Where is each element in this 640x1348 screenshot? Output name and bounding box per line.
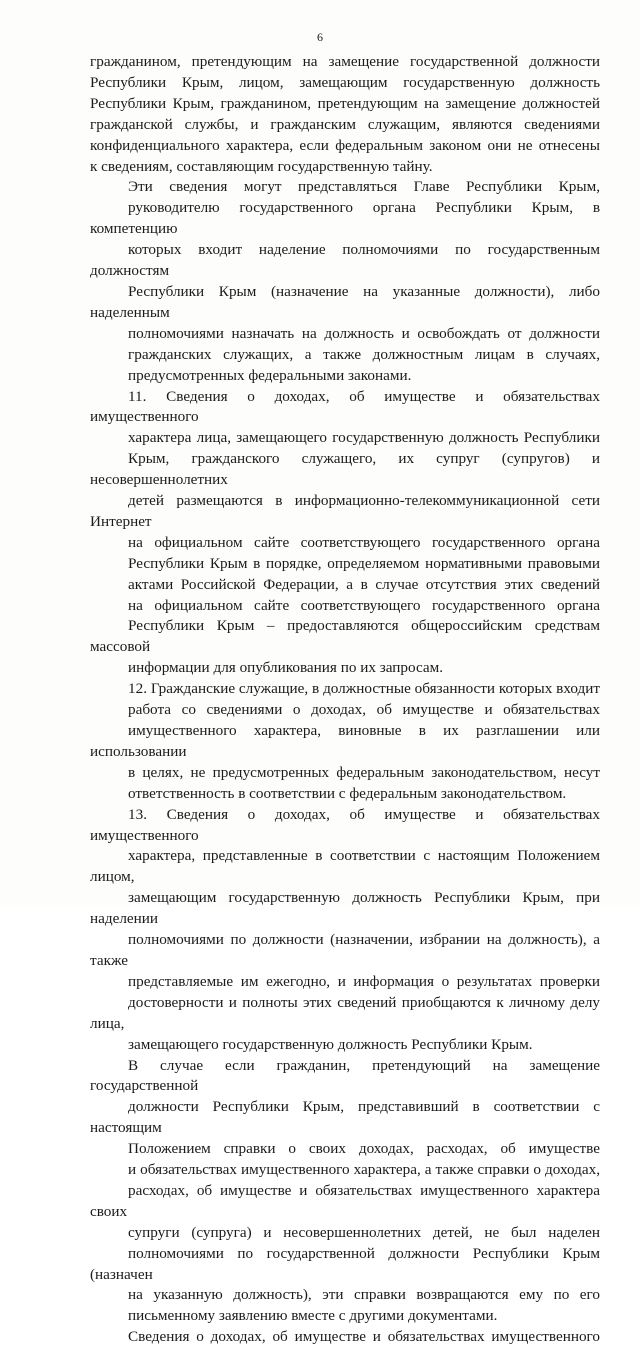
text-line: Республики Крым (назначение на указанные должности), либо наделенным	[90, 282, 600, 321]
text-line: Эти сведения могут представляться Главе Республики Крым,	[128, 178, 600, 196]
text-line: Республики Крым, гражданином, претендующим на замещение должностей	[90, 94, 600, 112]
text-line: полномочиями по должности (назначении, избрании на должность), а также	[90, 931, 600, 969]
paragraph-continuation	[90, 1327, 600, 1348]
text-line: 12. Гражданские служащие, в должностные обязанности которых входит	[128, 680, 600, 698]
text-line: конфиденциального характера, если федеральным законом они не отнесены	[90, 136, 600, 154]
text-line: достоверности и полноты этих сведений приобщаются к личному делу лица,	[90, 993, 600, 1032]
text-line: которых входит наделение полномочиями по государственным должностям	[90, 241, 600, 280]
text-line: работа со сведениями о доходах, об имуществе и обязательствах	[128, 701, 600, 719]
text-line: и обязательствах имущественного характера, а также справки о доходах,	[128, 1161, 600, 1179]
text-line: на указанную должность), эти справки возвращаются ему по его	[128, 1286, 600, 1304]
text-line: письменному заявлению вместе с другими документами.	[128, 1307, 498, 1325]
text-line: 13. Сведения о доходах, об имуществе и обязательствах имущественного	[90, 805, 600, 844]
text-line: на официальном сайте соответствующего государственного органа	[128, 533, 600, 551]
text-line: Республики Крым в порядке, определяемом нормативными правовыми	[128, 554, 600, 572]
text-line: характера лица, замещающего государственную должность Республики	[128, 429, 600, 447]
text-line: супруги (супруга) и несовершеннолетних детей, не был наделен	[128, 1223, 600, 1241]
text-line: актами Российской Федерации, а в случае отсутствия этих сведений	[128, 575, 600, 593]
text-line: гражданской службы, и гражданским служащим, являются сведениями	[90, 115, 600, 133]
text-line: должности Республики Крым, представивший в соответствии с настоящим	[90, 1098, 600, 1137]
text-line: Крым, гражданского служащего, их супруг (супругов) и несовершеннолетних	[90, 450, 600, 489]
text-line: характера, представленные в соответствии с настоящим Положением лицом,	[90, 847, 600, 886]
page-number: 6	[317, 30, 323, 44]
text-line: расходах, об имуществе и обязательствах имущественного характера своих	[90, 1181, 600, 1220]
text-line: Положением справки о своих доходах, расходах, об имуществе	[128, 1140, 600, 1158]
text-line: В случае если гражданин, претендующий на замещение государственной	[90, 1056, 600, 1095]
document-body	[90, 52, 600, 1348]
text-line: представляемые им ежегодно, и информация о результатах проверки	[128, 972, 600, 990]
text-line: на официальном сайте соответствующего государственного органа	[128, 596, 600, 614]
text-line: ответственность в соответствии с федеральным законодательством.	[128, 784, 567, 802]
text-line: замещающим государственную должность Республики Крым, при наделении	[90, 889, 600, 928]
text-line: 11. Сведения о доходах, об имуществе и обязательствах имущественного	[90, 387, 600, 426]
text-line: Сведения о доходах, об имуществе и обязательствах имущественного	[128, 1328, 600, 1346]
text-line: полномочиями назначать на должность и освобождать от должности	[128, 324, 600, 342]
text-line: детей размещаются в информационно-телекоммуникационной сети Интернет	[90, 492, 600, 530]
text-line: Республики Крым, лицом, замещающим государственную должность	[90, 73, 600, 91]
text-line: руководителю государственного органа Республики Крым, в компетенцию	[90, 199, 600, 238]
text-line: замещающего государственную должность Республики Крым.	[128, 1035, 533, 1053]
paragraph-13	[90, 805, 600, 1056]
paragraph-12	[90, 679, 600, 804]
paragraph-disclosure-recipients	[90, 177, 600, 386]
text-line: в целях, не предусмотренных федеральным законодательством, несут	[128, 763, 600, 781]
text-line: гражданских служащих, а также должностным лицам в случаях,	[128, 345, 600, 363]
text-line: информации для опубликования по их запросам.	[128, 659, 444, 677]
paragraph-11	[90, 387, 600, 680]
text-line: гражданином, претендующим на замещение государственной должности	[90, 53, 600, 70]
text-line: Республики Крым – предоставляются общероссийским средствам массовой	[90, 617, 600, 656]
text-line: к сведениям, составляющим государственную тайну.	[90, 157, 433, 175]
paragraph-return-of-statements	[90, 1056, 600, 1328]
text-line: имущественного характера, виновные в их разглашении или использовании	[90, 722, 600, 760]
paragraph-confidentiality	[90, 52, 600, 177]
text-line: предусмотренных федеральными законами.	[128, 366, 412, 384]
text-line: полномочиями по государственной должности Республики Крым (назначен	[90, 1244, 600, 1283]
